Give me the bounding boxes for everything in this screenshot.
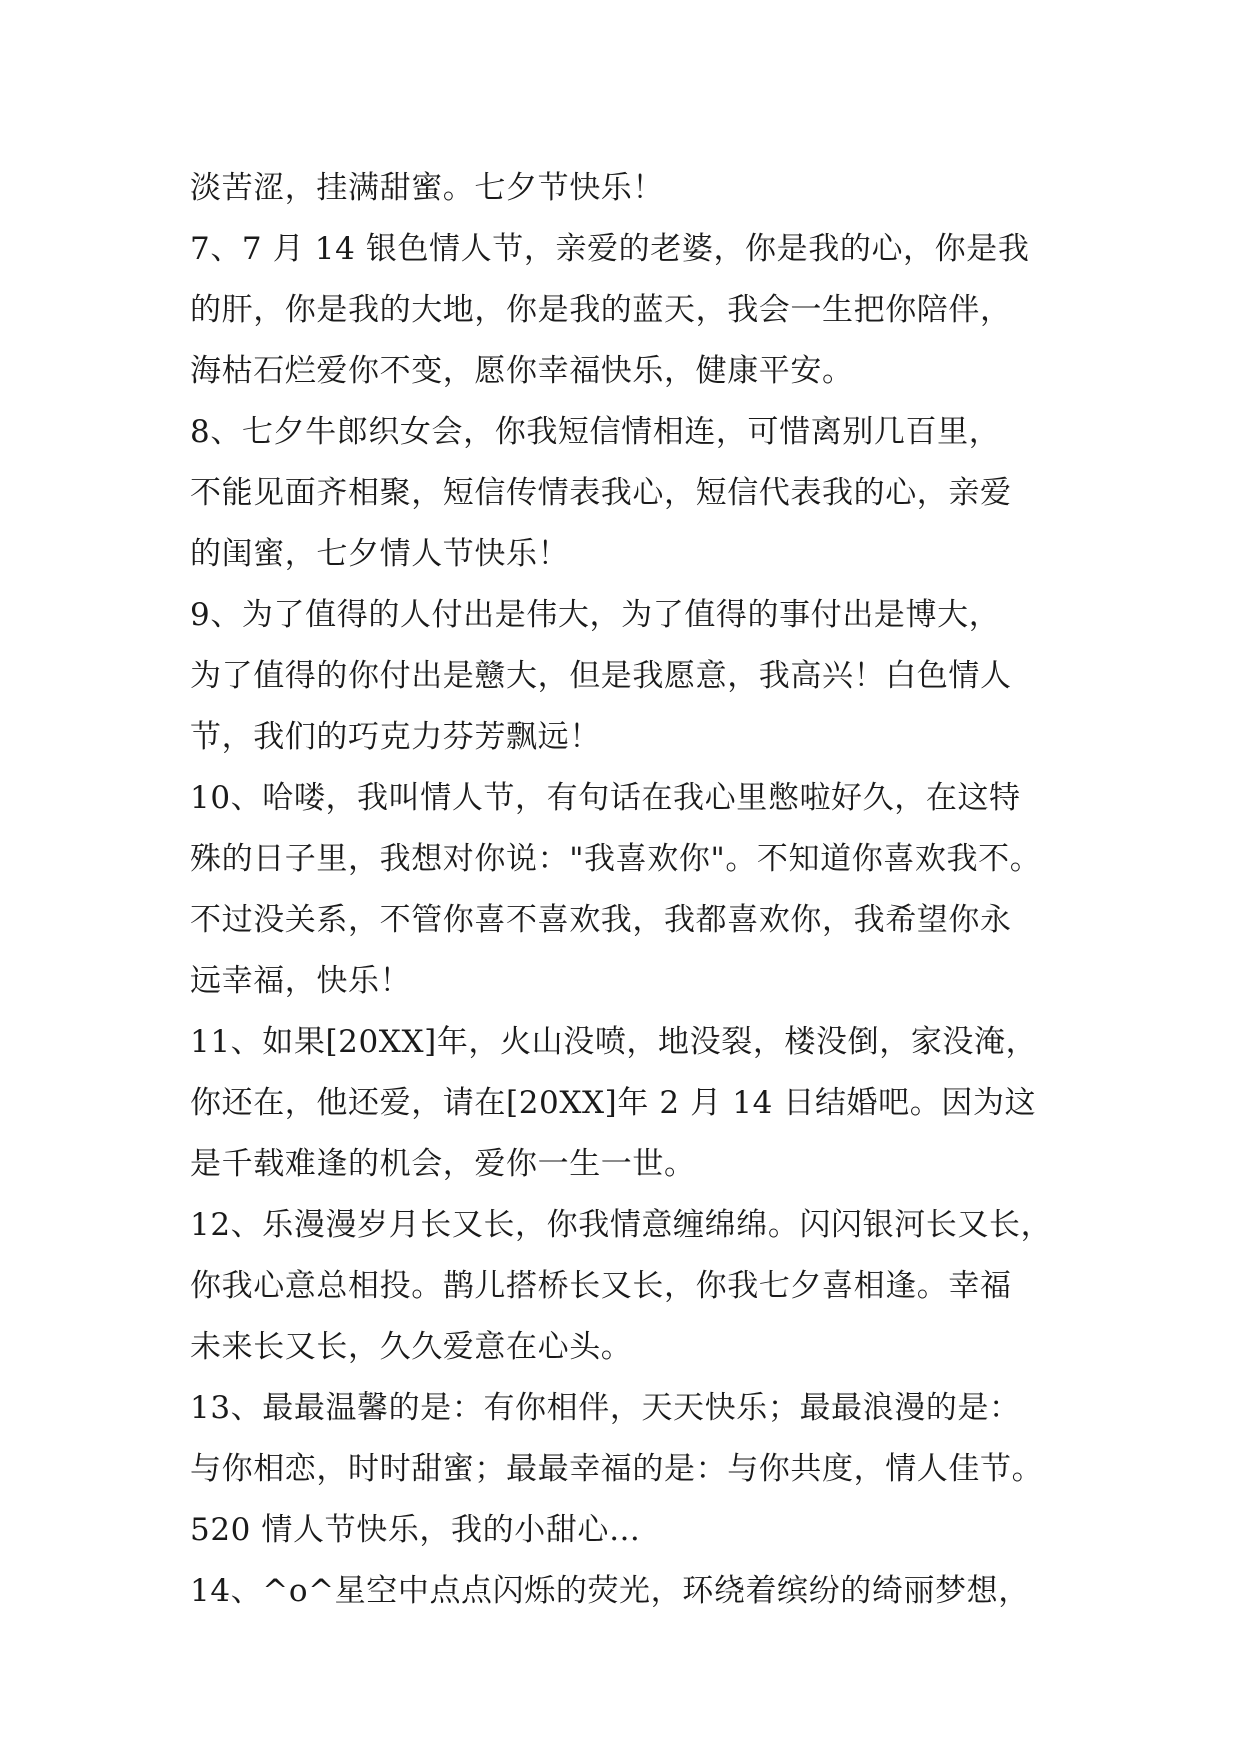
text-line: 你我心意总相投。鹊儿搭桥长又长，你我七夕喜相逢。幸福 (190, 1268, 1012, 1304)
text-line: 不过没关系，不管你喜不喜欢我，我都喜欢你，我希望你永 (190, 902, 1012, 938)
text-line: 14、^o^星空中点点闪烁的荧光，环绕着缤纷的绮丽梦想， (190, 1573, 1030, 1609)
text-line: 8、七夕牛郎织女会，你我短信情相连，可惜离别几百里， (190, 414, 1001, 450)
text-line: 是千载难逢的机会，爱你一生一世。 (190, 1146, 696, 1182)
text-line: 13、最最温馨的是：有你相伴，天天快乐；最最浪漫的是： (190, 1390, 1021, 1426)
text-line: 为了值得的你付出是戆大，但是我愿意，我高兴！白色情人 (190, 658, 1012, 694)
text-line: 远幸福，快乐！ (190, 963, 412, 999)
text-line: 的肝，你是我的大地，你是我的蓝天，我会一生把你陪伴， (190, 292, 1012, 328)
text-line: 海枯石烂爱你不变，愿你幸福快乐，健康平安。 (190, 353, 854, 389)
text-line: 7、7 月 14 银色情人节，亲爱的老婆，你是我的心，你是我 (190, 231, 1030, 267)
text-line: 你还在，他还爱，请在[20XX]年 2 月 14 日结婚吧。因为这 (190, 1085, 1037, 1121)
text-line: 不能见面齐相聚，短信传情表我心，短信代表我的心，亲爱 (190, 475, 1012, 511)
text-line: 未来长又长，久久爱意在心头。 (190, 1329, 633, 1365)
body-text (190, 158, 1060, 1622)
text-line: 9、为了值得的人付出是伟大，为了值得的事付出是博大， (190, 597, 1001, 633)
text-line: 10、哈喽，我叫情人节，有句话在我心里憋啦好久，在这特 (190, 780, 1021, 816)
text-line: 12、乐漫漫岁月长又长，你我情意缠绵绵。闪闪银河长又长， (190, 1207, 1053, 1243)
text-line: 11、如果[20XX]年，火山没喷，地没裂，楼没倒，家没淹， (190, 1024, 1038, 1060)
text-line: 节，我们的巧克力芬芳飘远！ (190, 719, 601, 755)
text-line: 淡苦涩，挂满甜蜜。七夕节快乐！ (190, 170, 664, 206)
text-line: 520 情人节快乐，我的小甜心… (190, 1512, 641, 1548)
text-line: 与你相恋，时时甜蜜；最最幸福的是：与你共度，情人佳节。 (190, 1451, 1044, 1487)
text-line: 殊的日子里，我想对你说："我喜欢你"。不知道你喜欢我不。 (190, 841, 1042, 877)
text-line: 的闺蜜，七夕情人节快乐！ (190, 536, 570, 572)
